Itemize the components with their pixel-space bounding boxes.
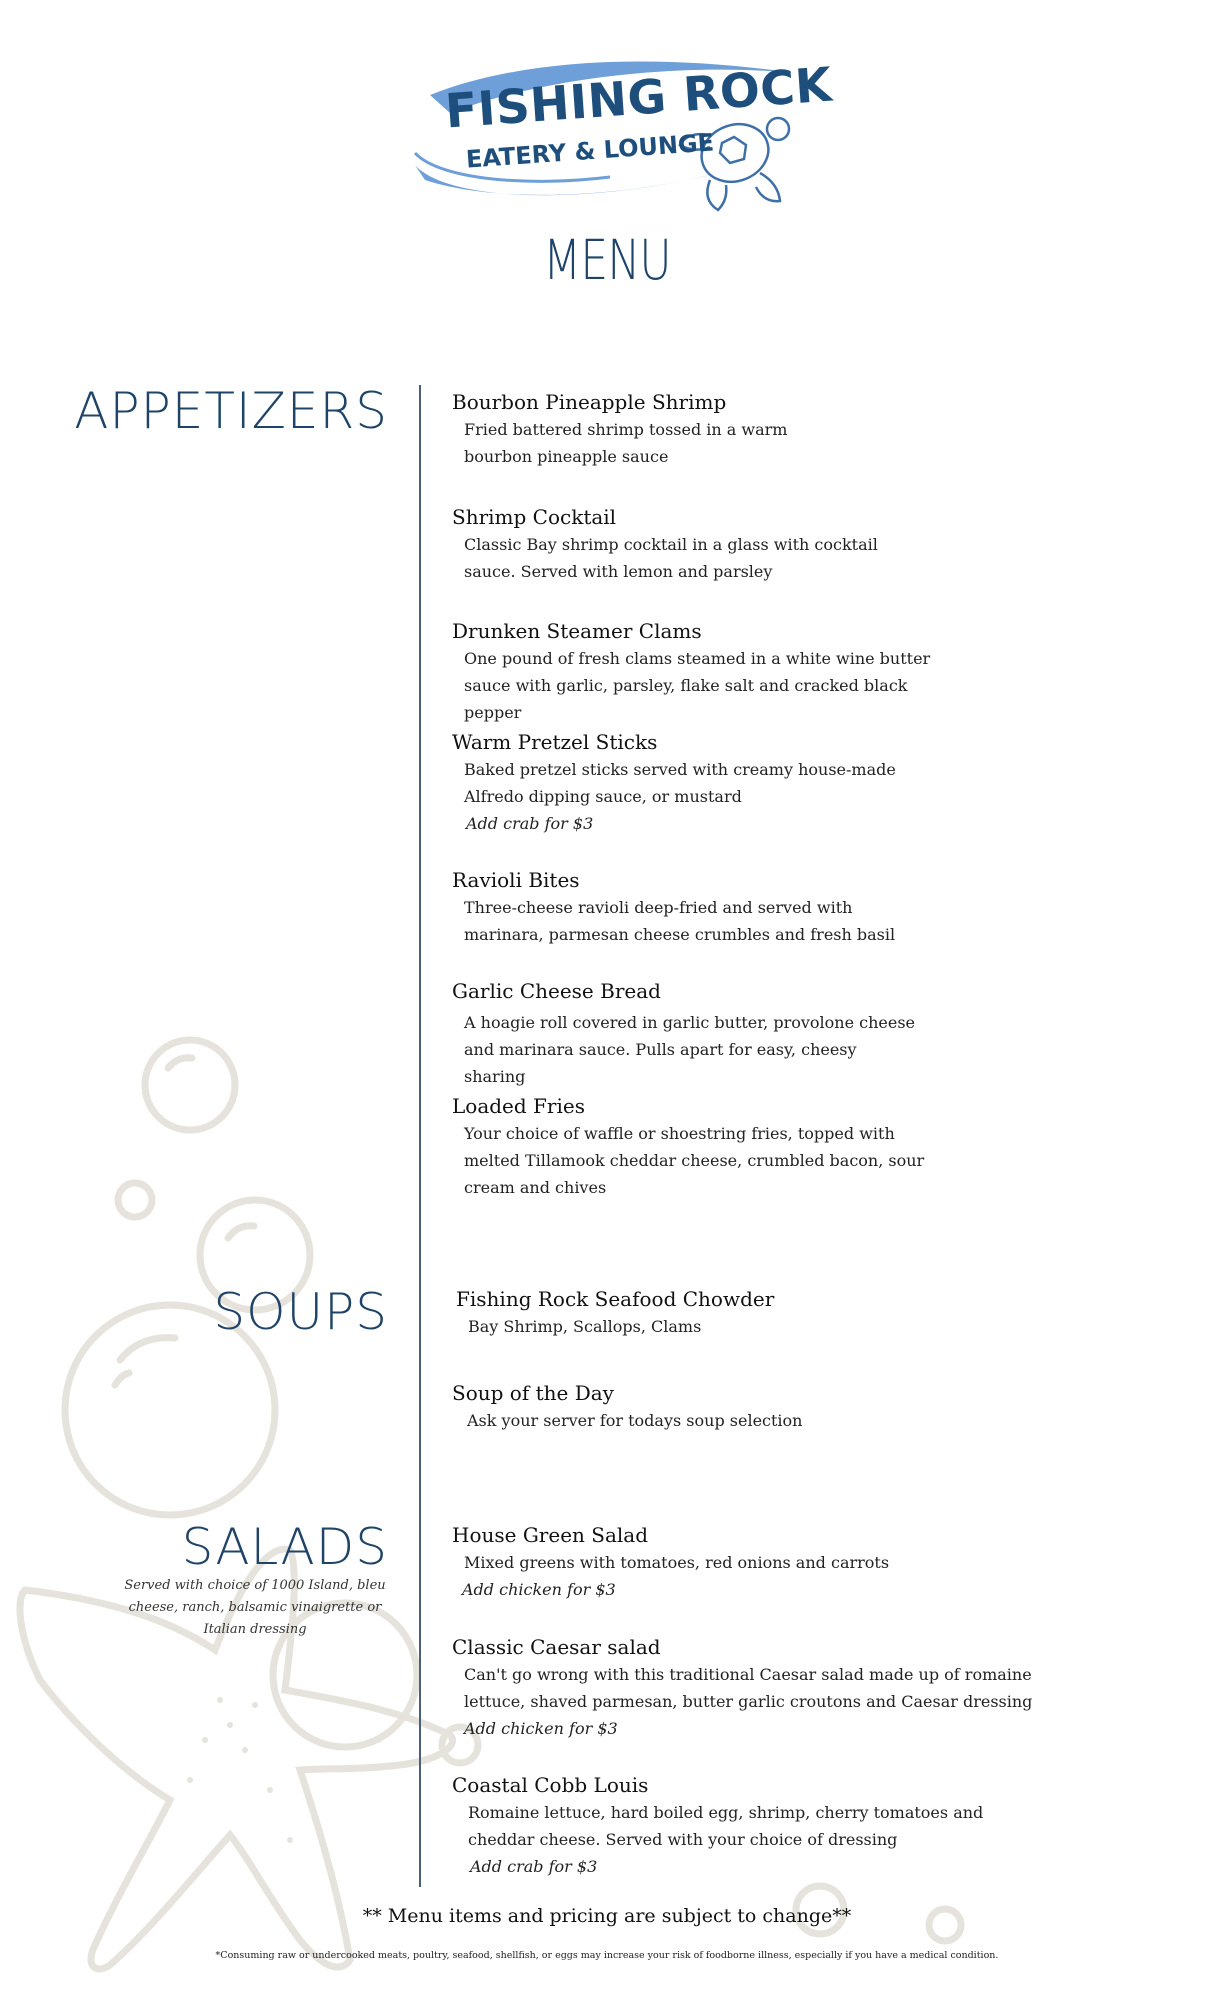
menu-item [452, 504, 1072, 585]
item-description: Your choice of waffle or shoestring fries, topped with melted Tillamook cheddar cheese, crumbled bacon, sour cream and chives [464, 1124, 925, 1197]
item-description: Romaine lettuce, hard boiled egg, shrimp, cherry tomatoes and cheddar cheese. Served with your choice of dressing [468, 1803, 984, 1849]
menu-title: MENU [543, 228, 671, 292]
salad-dressing-note: Served with choice of 1000 Island, bleu cheese, ranch, balsamic vinaigrette or Italian dressing [124, 1578, 386, 1637]
menu-item [452, 389, 1072, 470]
item-name: House Green Salad [452, 1523, 649, 1547]
menu-item [452, 867, 1072, 948]
item-name: Coastal Cobb Louis [452, 1773, 649, 1797]
menu-item [452, 1772, 1072, 1880]
item-name: Warm Pretzel Sticks [452, 730, 658, 754]
item-add-on: Add crab for $3 [466, 814, 594, 833]
pricing-change-note: ** Menu items and pricing are subject to change** [362, 1905, 852, 1927]
item-name: Drunken Steamer Clams [452, 619, 702, 643]
menu-item [452, 729, 1072, 837]
menu-item [452, 618, 1072, 726]
food-safety-disclaimer: *Consuming raw or undercooked meats, poultry, seafood, shellfish, or eggs may increase your risk of foodborne illness, especially if you have a medical condition. [215, 1950, 999, 1961]
menu-item [456, 1286, 1076, 1340]
item-description: One pound of fresh clams steamed in a white wine butter sauce with garlic, parsley, flake salt and cracked black pepper [464, 649, 931, 722]
item-name: Fishing Rock Seafood Chowder [456, 1287, 775, 1311]
item-description: Ask your server for todays soup selection [467, 1411, 803, 1430]
item-name: Loaded Fries [452, 1094, 585, 1118]
item-name: Bourbon Pineapple Shrimp [452, 390, 727, 414]
logo-tagline: EATERY & LOUNGE [465, 128, 715, 174]
logo-name: FISHING ROCK [443, 57, 834, 140]
menu-item [452, 1380, 1072, 1434]
section-heading-soups: SOUPS [213, 1283, 388, 1341]
section-heading-appetizers: APPETIZERS [74, 382, 388, 440]
item-add-on: Add chicken for $3 [464, 1719, 618, 1738]
item-name: Shrimp Cocktail [452, 505, 617, 529]
item-name: Ravioli Bites [452, 868, 580, 892]
item-description: Can't go wrong with this traditional Caesar salad made up of romaine lettuce, shaved parmesan, butter garlic croutons and Caesar dressing [464, 1665, 1033, 1711]
item-description: Fried battered shrimp tossed in a warm bourbon pineapple sauce [464, 420, 788, 466]
item-description: A hoagie roll covered in garlic butter, provolone cheese and marinara sauce. Pulls apart for easy, cheesy sharing [464, 1013, 916, 1086]
item-description: Bay Shrimp, Scallops, Clams [468, 1317, 702, 1336]
section-heading-salads: SALADS [181, 1518, 388, 1576]
item-name: Soup of the Day [452, 1381, 614, 1405]
item-description: Three-cheese ravioli deep-fried and served with marinara, parmesan cheese crumbles and fresh basil [464, 898, 896, 944]
menu-item [452, 978, 1072, 1090]
menu-item [452, 1093, 1072, 1201]
vertical-divider [419, 385, 421, 1887]
item-description: Classic Bay shrimp cocktail in a glass with cocktail sauce. Served with lemon and parsley [464, 535, 878, 581]
menu-item [452, 1634, 1072, 1742]
item-add-on: Add crab for $3 [470, 1857, 598, 1876]
restaurant-logo [410, 55, 834, 235]
item-description: Baked pretzel sticks served with creamy house-made Alfredo dipping sauce, or mustard [464, 760, 896, 806]
item-name: Garlic Cheese Bread [452, 979, 661, 1003]
item-add-on: Add chicken for $3 [462, 1580, 616, 1599]
menu-item [452, 1522, 1072, 1603]
item-description: Mixed greens with tomatoes, red onions and carrots [464, 1553, 890, 1572]
item-name: Classic Caesar salad [452, 1635, 661, 1659]
